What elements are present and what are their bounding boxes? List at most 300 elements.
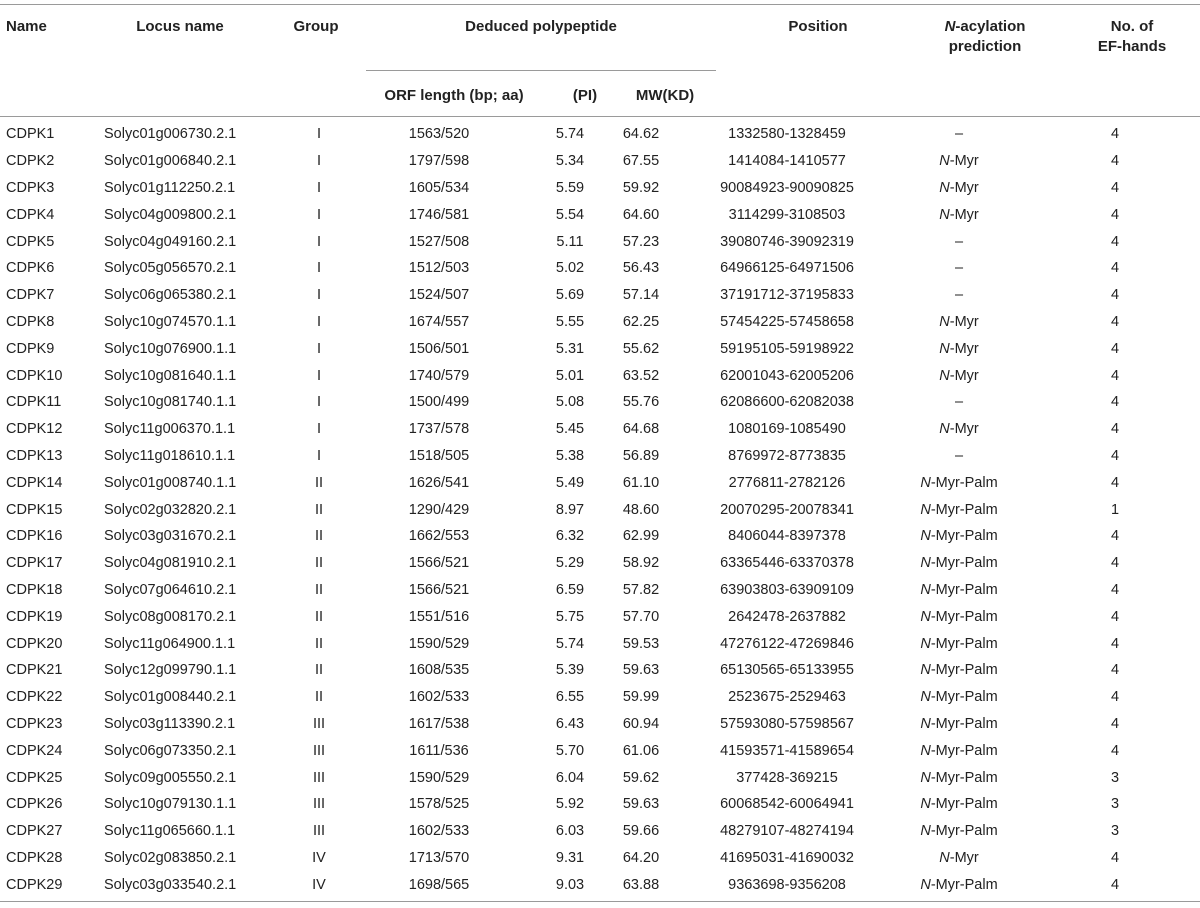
cell-orf: 1605/534 (408, 179, 470, 196)
cell-name: CDPK28 (6, 849, 63, 866)
cell-n-acylation: N-Myr (939, 313, 979, 330)
cell-mw: 63.88 (622, 876, 660, 893)
cell-name: CDPK23 (6, 715, 63, 732)
cell-position: 2642478-2637882 (728, 608, 846, 625)
cell-orf: 1617/538 (408, 715, 470, 732)
cell-n-acylation: N-Myr-Palm (920, 608, 998, 625)
cell-name: CDPK2 (6, 153, 55, 170)
header-deduced-polypeptide: Deduced polypeptide (465, 18, 617, 35)
cell-position: 64966125-64971506 (720, 260, 854, 277)
table-row (0, 818, 1200, 845)
cell-ef-hands: 4 (1110, 287, 1120, 304)
cell-ef-hands: 4 (1110, 662, 1120, 679)
cell-orf: 1290/429 (408, 501, 470, 518)
table-row (0, 737, 1200, 764)
cell-orf: 1518/505 (408, 447, 470, 464)
cell-n-acylation: N-Myr-Palm (920, 662, 998, 679)
cell-mw: 63.52 (622, 367, 660, 384)
cell-group: I (316, 340, 322, 357)
cell-group: I (316, 313, 322, 330)
cell-locus: Solyc01g006840.2.1 (104, 153, 237, 170)
cell-name: CDPK11 (6, 394, 62, 411)
cell-mw: 55.76 (622, 394, 660, 411)
cell-group: III (312, 742, 326, 759)
header-ef-line1: No. of (1110, 18, 1154, 35)
cell-position: 57454225-57458658 (720, 313, 854, 330)
cell-n-acylation: N-Myr (939, 179, 979, 196)
cell-orf: 1662/553 (408, 528, 470, 545)
table-row (0, 791, 1200, 818)
cell-group: II (314, 501, 324, 518)
cell-group: III (312, 823, 326, 840)
cell-pi: 6.43 (555, 715, 585, 732)
cell-name: CDPK13 (6, 447, 63, 464)
cell-position: 62001043-62005206 (720, 367, 854, 384)
cell-mw: 59.99 (622, 689, 660, 706)
cell-group: II (314, 689, 324, 706)
cell-mw: 56.43 (622, 260, 660, 277)
cell-name: CDPK4 (6, 206, 55, 223)
cell-mw: 57.14 (622, 287, 660, 304)
cell-group: I (316, 126, 322, 143)
bottom-rule (0, 901, 1200, 902)
cell-n-acylation: N-Myr (939, 206, 979, 223)
cell-locus: Solyc06g073350.2.1 (104, 742, 237, 759)
table-row (0, 577, 1200, 604)
cell-ef-hands: 4 (1110, 367, 1120, 384)
table-row (0, 550, 1200, 577)
cell-name: CDPK9 (6, 340, 55, 357)
cell-ef-hands: 4 (1110, 126, 1120, 143)
cell-group: II (314, 528, 324, 545)
cell-locus: Solyc01g008440.2.1 (104, 689, 237, 706)
cell-n-acylation: – (954, 126, 964, 143)
cell-position: 57593080-57598567 (720, 715, 854, 732)
cell-orf: 1608/535 (408, 662, 470, 679)
cell-orf: 1500/499 (408, 394, 470, 411)
data-table (0, 121, 1200, 898)
cell-position: 47276122-47269846 (720, 635, 854, 652)
cell-pi: 5.92 (555, 796, 585, 813)
cell-position: 20070295-20078341 (720, 501, 854, 518)
cell-pi: 6.04 (555, 769, 585, 786)
cell-locus: Solyc03g113390.2.1 (104, 715, 236, 732)
cell-ef-hands: 4 (1110, 313, 1120, 330)
cell-mw: 57.82 (622, 581, 660, 598)
cell-name: CDPK21 (6, 662, 63, 679)
cell-n-acylation: – (954, 287, 964, 304)
cell-group: IV (312, 876, 326, 893)
cell-orf: 1674/557 (408, 313, 470, 330)
cell-n-acylation: N-Myr-Palm (920, 769, 998, 786)
cell-locus: Solyc04g081910.2.1 (104, 555, 237, 572)
cell-group: II (314, 635, 324, 652)
cell-mw: 59.66 (622, 823, 660, 840)
cell-name: CDPK7 (6, 287, 55, 304)
cell-ef-hands: 1 (1110, 501, 1120, 518)
cell-orf: 1626/541 (408, 474, 470, 491)
cell-orf: 1713/570 (408, 849, 470, 866)
cell-locus: Solyc11g018610.1.1 (104, 447, 236, 464)
table-row (0, 309, 1200, 336)
cell-position: 41695031-41690032 (720, 849, 854, 866)
cell-group: III (312, 769, 326, 786)
cell-name: CDPK22 (6, 689, 63, 706)
cell-orf: 1506/501 (408, 340, 470, 357)
cell-n-acylation: N-Myr-Palm (920, 555, 998, 572)
table-row (0, 469, 1200, 496)
cell-pi: 6.32 (555, 528, 585, 545)
cell-position: 63365446-63370378 (720, 555, 854, 572)
table-row (0, 443, 1200, 470)
cell-group: I (316, 260, 322, 277)
cell-n-acylation: N-Myr-Palm (920, 796, 998, 813)
cell-position: 59195105-59198922 (720, 340, 854, 357)
cell-group: I (316, 153, 322, 170)
cell-mw: 60.94 (622, 715, 660, 732)
cell-name: CDPK25 (6, 769, 63, 786)
cell-position: 63903803-63909109 (720, 581, 854, 598)
header-pi: (PI) (572, 87, 598, 104)
cell-mw: 62.99 (622, 528, 660, 545)
cell-name: CDPK12 (6, 421, 63, 438)
cell-locus: Solyc10g074570.1.1 (104, 313, 237, 330)
cell-locus: Solyc11g006370.1.1 (104, 421, 236, 438)
header-name: Name (6, 18, 47, 35)
cell-group: I (316, 447, 322, 464)
cell-orf: 1797/598 (408, 153, 470, 170)
cell-locus: Solyc09g005550.2.1 (104, 769, 237, 786)
cell-mw: 48.60 (622, 501, 660, 518)
cell-ef-hands: 4 (1110, 528, 1120, 545)
cell-position: 1414084-1410577 (728, 153, 846, 170)
cell-position: 9363698-9356208 (728, 876, 846, 893)
header-group: Group (293, 18, 339, 35)
cell-ef-hands: 4 (1110, 340, 1120, 357)
cell-ef-hands: 4 (1110, 581, 1120, 598)
cell-orf: 1602/533 (408, 823, 470, 840)
table-row (0, 362, 1200, 389)
cell-mw: 67.55 (622, 153, 660, 170)
cell-orf: 1602/533 (408, 689, 470, 706)
cell-group: II (314, 662, 324, 679)
cell-n-acylation: N-Myr-Palm (920, 876, 998, 893)
table-row (0, 335, 1200, 362)
cell-mw: 64.62 (622, 126, 660, 143)
cell-pi: 6.55 (555, 689, 585, 706)
cell-pi: 5.02 (555, 260, 585, 277)
cell-group: II (314, 608, 324, 625)
cell-ef-hands: 3 (1110, 769, 1120, 786)
cell-position: 90084923-90090825 (720, 179, 854, 196)
cell-mw: 64.68 (622, 421, 660, 438)
cell-position: 2776811-2782126 (728, 474, 846, 491)
cell-ef-hands: 4 (1110, 555, 1120, 572)
header-ef-line2: EF-hands (1097, 38, 1167, 55)
cell-orf: 1740/579 (408, 367, 470, 384)
cell-name: CDPK17 (6, 555, 63, 572)
cell-name: CDPK19 (6, 608, 63, 625)
cell-pi: 5.11 (556, 233, 584, 250)
cell-n-acylation: – (954, 447, 964, 464)
cell-ef-hands: 4 (1110, 260, 1120, 277)
cell-orf: 1566/521 (408, 555, 470, 572)
cell-orf: 1527/508 (408, 233, 470, 250)
cell-name: CDPK8 (6, 313, 55, 330)
cell-locus: Solyc08g008170.2.1 (104, 608, 237, 625)
cell-locus: Solyc01g112250.2.1 (104, 179, 236, 196)
header-n-acylation-rest: -acylation (955, 18, 1026, 35)
cell-mw: 59.63 (622, 662, 660, 679)
cell-ef-hands: 4 (1110, 421, 1120, 438)
cell-locus: Solyc01g006730.2.1 (104, 126, 237, 143)
cell-locus: Solyc03g033540.2.1 (104, 876, 237, 893)
cell-pi: 9.03 (555, 876, 585, 893)
cell-position: 8769972-8773835 (728, 447, 846, 464)
cell-ef-hands: 4 (1110, 394, 1120, 411)
table-row (0, 416, 1200, 443)
cell-ef-hands: 4 (1110, 742, 1120, 759)
cell-ef-hands: 4 (1110, 447, 1120, 464)
cell-group: II (314, 555, 324, 572)
table-row (0, 121, 1200, 148)
cell-locus: Solyc03g031670.2.1 (104, 528, 237, 545)
cell-ef-hands: 4 (1110, 849, 1120, 866)
cell-name: CDPK14 (6, 474, 63, 491)
cell-orf: 1590/529 (408, 635, 470, 652)
cell-locus: Solyc04g009800.2.1 (104, 206, 237, 223)
cell-locus: Solyc01g008740.1.1 (104, 474, 237, 491)
cell-pi: 6.03 (555, 823, 585, 840)
table-row (0, 255, 1200, 282)
header-rule (0, 116, 1200, 117)
cell-ef-hands: 4 (1110, 206, 1120, 223)
cell-n-acylation: N-Myr (939, 340, 979, 357)
cell-pi: 5.01 (555, 367, 585, 384)
cell-group: I (316, 233, 322, 250)
cell-name: CDPK1 (6, 126, 55, 143)
cell-group: III (312, 796, 326, 813)
cell-group: I (316, 421, 322, 438)
table-row (0, 282, 1200, 309)
cell-position: 41593571-41589654 (720, 742, 854, 759)
cell-pi: 5.55 (555, 313, 585, 330)
cell-mw: 58.92 (622, 555, 660, 572)
cell-name: CDPK3 (6, 179, 55, 196)
cell-n-acylation: – (954, 260, 964, 277)
cell-ef-hands: 4 (1110, 635, 1120, 652)
cell-group: I (316, 394, 322, 411)
cell-locus: Solyc12g099790.1.1 (104, 662, 237, 679)
cell-group: II (314, 581, 324, 598)
cell-mw: 62.25 (622, 313, 660, 330)
table-row (0, 496, 1200, 523)
cell-ef-hands: 4 (1110, 715, 1120, 732)
header-locus: Locus name (136, 18, 224, 35)
cell-orf: 1698/565 (408, 876, 470, 893)
cell-group: I (316, 367, 322, 384)
table-row (0, 657, 1200, 684)
cell-group: I (316, 287, 322, 304)
table-body (0, 121, 1200, 898)
cell-ef-hands: 4 (1110, 689, 1120, 706)
table-row (0, 201, 1200, 228)
cell-mw: 59.62 (622, 769, 660, 786)
table-row (0, 603, 1200, 630)
cell-orf: 1611/536 (409, 742, 469, 759)
cell-pi: 5.75 (555, 608, 585, 625)
cell-orf: 1566/521 (408, 581, 470, 598)
cell-name: CDPK5 (6, 233, 55, 250)
cell-locus: Solyc10g081640.1.1 (104, 367, 237, 384)
cell-pi: 5.38 (555, 447, 585, 464)
cell-name: CDPK10 (6, 367, 63, 384)
cell-n-acylation: N-Myr-Palm (920, 742, 998, 759)
header-n-acylation-italic: N (944, 18, 956, 35)
cell-n-acylation: N-Myr-Palm (920, 581, 998, 598)
cell-orf: 1512/503 (408, 260, 470, 277)
cell-orf: 1746/581 (408, 206, 470, 223)
cell-locus: Solyc11g065660.1.1 (104, 823, 236, 840)
cell-n-acylation: – (954, 233, 964, 250)
cell-orf: 1578/525 (408, 796, 470, 813)
cell-mw: 57.70 (622, 608, 660, 625)
cell-position: 65130565-65133955 (720, 662, 854, 679)
cell-locus: Solyc10g076900.1.1 (104, 340, 237, 357)
cell-name: CDPK16 (6, 528, 63, 545)
cell-ef-hands: 3 (1110, 823, 1120, 840)
cell-name: CDPK27 (6, 823, 63, 840)
cell-n-acylation: N-Myr (939, 153, 979, 170)
subheader-rule (366, 70, 716, 71)
cell-mw: 55.62 (622, 340, 660, 357)
cell-locus: Solyc10g081740.1.1 (104, 394, 237, 411)
table-row (0, 389, 1200, 416)
cell-position: 60068542-60064941 (720, 796, 854, 813)
cell-ef-hands: 4 (1110, 608, 1120, 625)
table-row (0, 684, 1200, 711)
cell-pi: 5.70 (555, 742, 585, 759)
cell-locus: Solyc05g056570.2.1 (104, 260, 237, 277)
cell-orf: 1737/578 (408, 421, 470, 438)
table-row (0, 175, 1200, 202)
cell-name: CDPK29 (6, 876, 63, 893)
cell-ef-hands: 4 (1110, 876, 1120, 893)
cell-locus: Solyc02g032820.2.1 (104, 501, 237, 518)
cell-pi: 5.39 (555, 662, 585, 679)
cell-name: CDPK6 (6, 260, 55, 277)
cell-position: 8406044-8397378 (728, 528, 846, 545)
cell-position: 1332580-1328459 (728, 126, 846, 143)
cell-pi: 8.97 (555, 501, 585, 518)
cell-ef-hands: 4 (1110, 474, 1120, 491)
cell-pi: 5.29 (555, 555, 585, 572)
table-row (0, 523, 1200, 550)
cell-position: 37191712-37195833 (720, 287, 854, 304)
cell-ef-hands: 4 (1110, 233, 1120, 250)
header-position: Position (788, 18, 848, 35)
cell-ef-hands: 4 (1110, 153, 1120, 170)
table-row (0, 630, 1200, 657)
table-row (0, 845, 1200, 872)
cell-pi: 5.59 (555, 179, 585, 196)
cell-name: CDPK20 (6, 635, 63, 652)
cell-mw: 56.89 (622, 447, 660, 464)
cell-n-acylation: N-Myr-Palm (920, 689, 998, 706)
table-row (0, 228, 1200, 255)
cell-n-acylation: N-Myr (939, 367, 979, 384)
cell-mw: 59.92 (622, 179, 660, 196)
cell-n-acylation: N-Myr-Palm (920, 474, 998, 491)
table-row (0, 148, 1200, 175)
cell-pi: 9.31 (555, 849, 585, 866)
cell-pi: 5.74 (555, 126, 585, 143)
cell-position: 2523675-2529463 (728, 689, 846, 706)
cell-n-acylation: N-Myr-Palm (920, 635, 998, 652)
cell-pi: 5.08 (555, 394, 585, 411)
table-row (0, 764, 1200, 791)
cell-locus: Solyc06g065380.2.1 (104, 287, 237, 304)
header-n-acylation-line2: prediction (948, 38, 1022, 55)
header-mw: MW(KD) (635, 87, 695, 104)
header-n-acylation (910, 17, 1060, 57)
cell-mw: 59.53 (622, 635, 660, 652)
cell-name: CDPK24 (6, 742, 63, 759)
cell-n-acylation: N-Myr (939, 849, 979, 866)
cell-position: 1080169-1085490 (728, 421, 846, 438)
cell-pi: 5.49 (555, 474, 585, 491)
cell-orf: 1524/507 (408, 287, 470, 304)
cell-pi: 5.31 (555, 340, 585, 357)
cell-group: III (312, 715, 326, 732)
cell-pi: 6.59 (555, 581, 585, 598)
cell-mw: 57.23 (622, 233, 660, 250)
cell-name: CDPK18 (6, 581, 63, 598)
cell-ef-hands: 3 (1110, 796, 1120, 813)
cell-mw: 61.10 (622, 474, 660, 491)
cell-orf: 1590/529 (408, 769, 470, 786)
cell-name: CDPK15 (6, 501, 63, 518)
cell-locus: Solyc10g079130.1.1 (104, 796, 237, 813)
cell-locus: Solyc11g064900.1.1 (104, 635, 236, 652)
cell-position: 39080746-39092319 (720, 233, 854, 250)
table-row (0, 871, 1200, 898)
cell-orf: 1551/516 (408, 608, 470, 625)
cell-n-acylation: – (954, 394, 964, 411)
cell-mw: 59.63 (622, 796, 660, 813)
cell-group: IV (312, 849, 326, 866)
cell-locus: Solyc07g064610.2.1 (104, 581, 237, 598)
cell-group: I (316, 206, 322, 223)
cell-position: 62086600-62082038 (720, 394, 854, 411)
cell-pi: 5.34 (555, 153, 585, 170)
cell-pi: 5.45 (555, 421, 585, 438)
cell-position: 3114299-3108503 (728, 206, 846, 223)
cell-group: I (316, 179, 322, 196)
cell-n-acylation: N-Myr-Palm (920, 715, 998, 732)
cell-locus: Solyc04g049160.2.1 (104, 233, 237, 250)
cell-pi: 5.69 (555, 287, 585, 304)
cell-group: II (314, 474, 324, 491)
cell-pi: 5.74 (555, 635, 585, 652)
cell-n-acylation: N-Myr-Palm (920, 501, 998, 518)
cell-mw: 64.60 (622, 206, 660, 223)
cell-orf: 1563/520 (408, 126, 470, 143)
cell-n-acylation: N-Myr (939, 421, 979, 438)
cell-position: 48279107-48274194 (720, 823, 854, 840)
cell-name: CDPK26 (6, 796, 63, 813)
header-orf-length: ORF length (bp; aa) (384, 87, 524, 104)
